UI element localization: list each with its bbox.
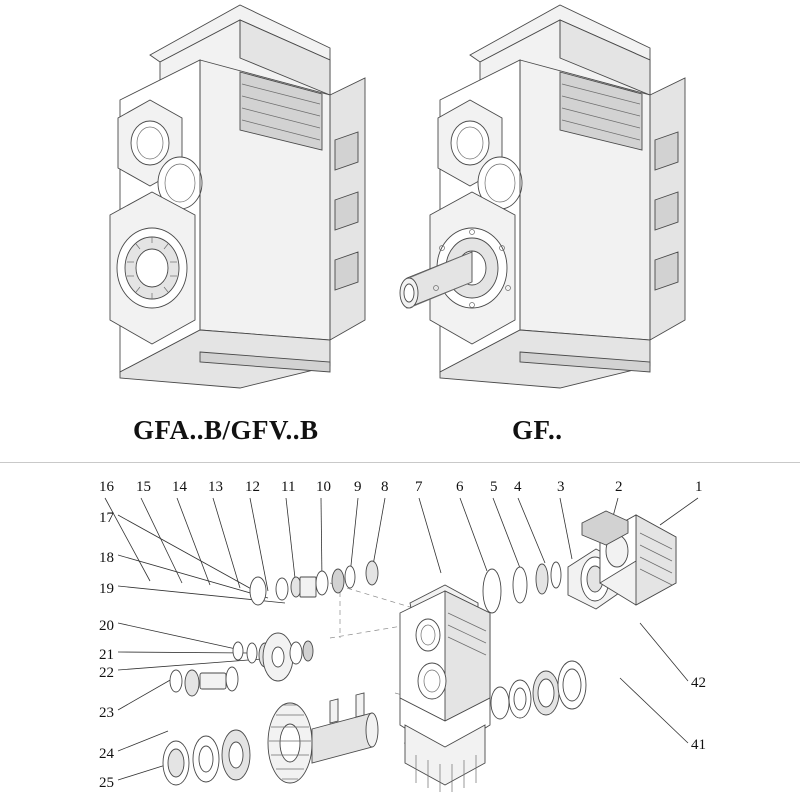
callout-20: 20	[99, 618, 114, 634]
callout-6: 6	[456, 479, 464, 495]
callout-1: 1	[695, 479, 703, 495]
callout-3: 3	[557, 479, 565, 495]
callout-11: 11	[281, 479, 296, 495]
callout-16: 16	[99, 479, 114, 495]
callout-12: 12	[245, 479, 260, 495]
exploded-assembly-view	[0, 463, 800, 800]
gearbox-drawing-left	[90, 0, 390, 400]
gearbox-drawing-right	[395, 0, 715, 400]
callout-13: 13	[208, 479, 223, 495]
callout-24: 24	[99, 746, 114, 762]
callout-41: 41	[691, 737, 706, 753]
callout-8: 8	[381, 479, 389, 495]
callout-18: 18	[99, 550, 114, 566]
caption-gfab-gfvb: GFA..B/GFV..B	[133, 415, 319, 445]
callout-25: 25	[99, 775, 114, 791]
callout-19: 19	[99, 581, 114, 597]
callout-15: 15	[136, 479, 151, 495]
callout-2: 2	[615, 479, 623, 495]
caption-gf: GF..	[512, 415, 563, 445]
callout-9: 9	[354, 479, 362, 495]
callout-42: 42	[691, 675, 706, 691]
exploded-diagram-svg	[0, 463, 800, 800]
callout-14: 14	[172, 479, 187, 495]
callout-17: 17	[99, 510, 114, 526]
callout-21: 21	[99, 647, 114, 663]
callout-5: 5	[490, 479, 498, 495]
callout-23: 23	[99, 705, 114, 721]
callout-10: 10	[316, 479, 331, 495]
callout-22: 22	[99, 665, 114, 681]
callout-7: 7	[415, 479, 423, 495]
callout-4: 4	[514, 479, 522, 495]
